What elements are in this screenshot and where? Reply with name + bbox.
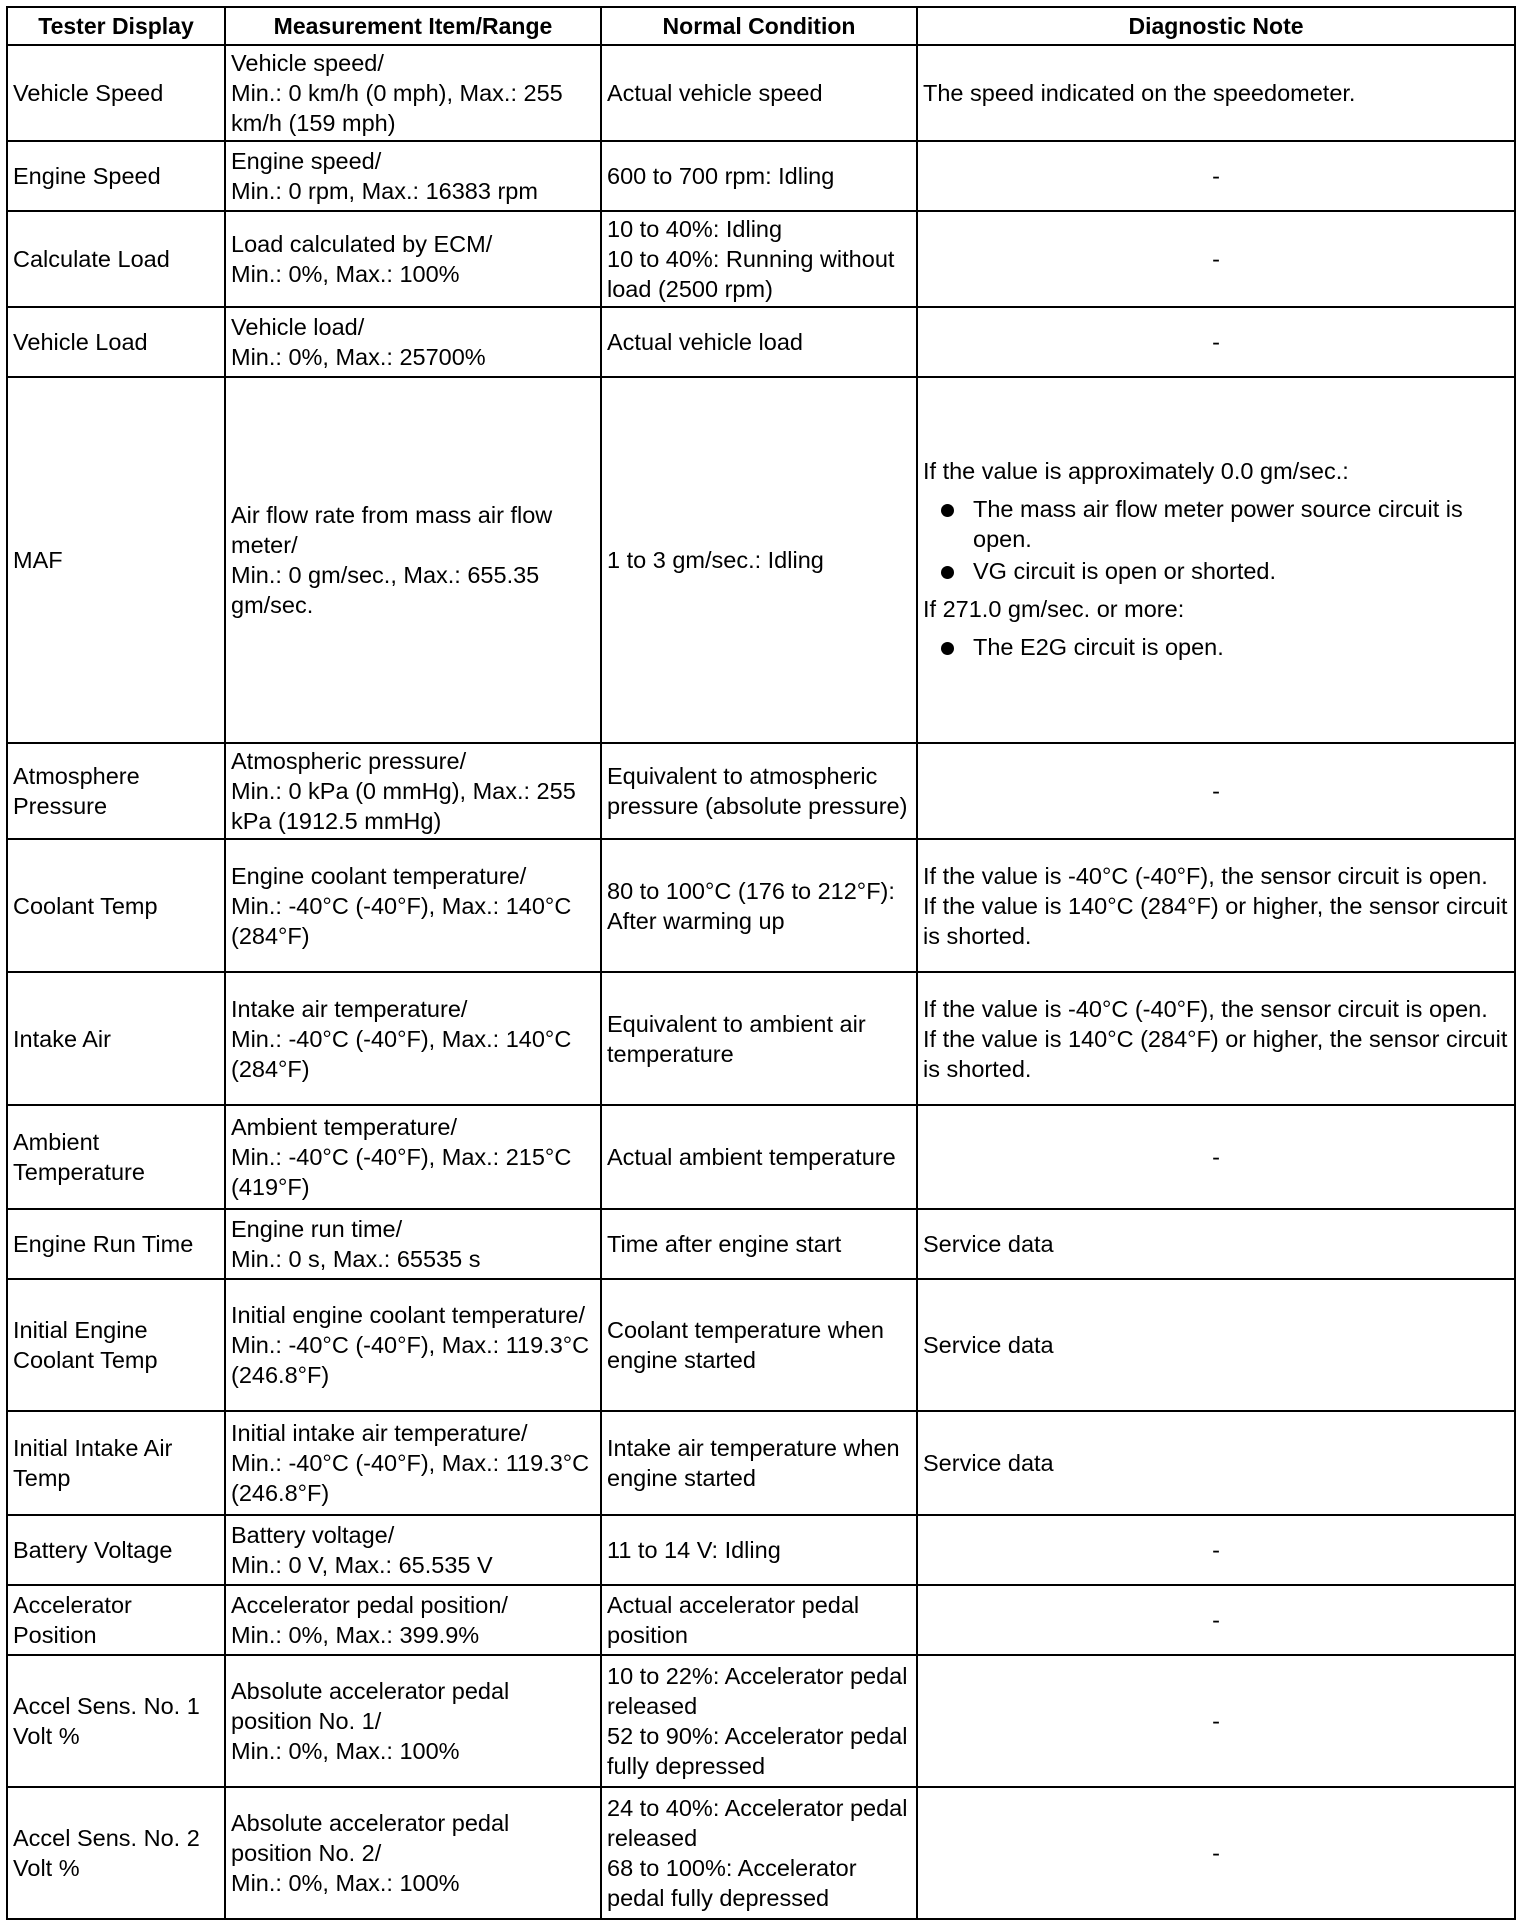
tester-display-cell: Vehicle Load bbox=[7, 307, 225, 377]
normal-condition-cell: Actual vehicle load bbox=[601, 307, 917, 377]
tester-display-cell: Vehicle Speed bbox=[7, 45, 225, 141]
measurement-cell: Initial engine coolant temperature/ Min.: -40°C (-40°F), Max.: 119.3°C (246.8°F) bbox=[225, 1279, 601, 1411]
measurement-cell: Engine coolant temperature/ Min.: -40°C (-40°F), Max.: 140°C (284°F) bbox=[225, 839, 601, 972]
normal-condition-cell: 10 to 40%: Idling 10 to 40%: Running without load (2500 rpm) bbox=[601, 211, 917, 307]
table-row bbox=[7, 141, 1515, 211]
normal-condition-cell: 80 to 100°C (176 to 212°F): After warming up bbox=[601, 839, 917, 972]
normal-condition-cell: 24 to 40%: Accelerator pedal released 68 to 100%: Accelerator pedal fully depressed bbox=[601, 1787, 917, 1919]
diagnostic-note-cell: - bbox=[917, 1655, 1515, 1787]
measurement-cell: Engine speed/ Min.: 0 rpm, Max.: 16383 rpm bbox=[225, 141, 601, 211]
measurement-cell: Vehicle load/ Min.: 0%, Max.: 25700% bbox=[225, 307, 601, 377]
tester-display-cell: Initial Intake Air Temp bbox=[7, 1411, 225, 1515]
normal-condition-cell: Actual ambient temperature bbox=[601, 1105, 917, 1209]
table-row bbox=[7, 743, 1515, 839]
document-page bbox=[6, 6, 1514, 1920]
note-bullet-list bbox=[923, 632, 1509, 662]
diagnostic-note-cell: If the value is -40°C (-40°F), the sensor circuit is open. If the value is 140°C (284°F) or higher, the sensor circuit is shorted. bbox=[917, 839, 1515, 972]
data-list-table bbox=[6, 6, 1516, 1920]
note-bullet: The mass air flow meter power source circuit is open. bbox=[923, 494, 1509, 554]
note-intro: If the value is approximately 0.0 gm/sec.: bbox=[923, 458, 1349, 484]
header-tester-display: Tester Display bbox=[7, 7, 225, 45]
tester-display-cell: Calculate Load bbox=[7, 211, 225, 307]
normal-condition-cell: 600 to 700 rpm: Idling bbox=[601, 141, 917, 211]
tester-display-cell: Engine Run Time bbox=[7, 1209, 225, 1279]
tester-display-cell: Engine Speed bbox=[7, 141, 225, 211]
measurement-cell: Absolute accelerator pedal position No. 1/ Min.: 0%, Max.: 100% bbox=[225, 1655, 601, 1787]
header-diagnostic-note: Diagnostic Note bbox=[917, 7, 1515, 45]
measurement-cell: Initial intake air temperature/ Min.: -40°C (-40°F), Max.: 119.3°C (246.8°F) bbox=[225, 1411, 601, 1515]
tester-display-cell: Accel Sens. No. 1 Volt % bbox=[7, 1655, 225, 1787]
normal-condition-cell: 10 to 22%: Accelerator pedal released 52 to 90%: Accelerator pedal fully depressed bbox=[601, 1655, 917, 1787]
table-row bbox=[7, 972, 1515, 1105]
tester-display-cell: Intake Air bbox=[7, 972, 225, 1105]
measurement-cell: Atmospheric pressure/ Min.: 0 kPa (0 mmHg), Max.: 255 kPa (1912.5 mmHg) bbox=[225, 743, 601, 839]
table-row bbox=[7, 1279, 1515, 1411]
diagnostic-note-cell: - bbox=[917, 141, 1515, 211]
diagnostic-note-cell: The speed indicated on the speedometer. bbox=[917, 45, 1515, 141]
table-row bbox=[7, 377, 1515, 743]
table-row bbox=[7, 211, 1515, 307]
tester-display-cell: Ambient Temperature bbox=[7, 1105, 225, 1209]
tester-display-cell: MAF bbox=[7, 377, 225, 743]
measurement-cell: Accelerator pedal position/ Min.: 0%, Max.: 399.9% bbox=[225, 1585, 601, 1655]
table-row bbox=[7, 1585, 1515, 1655]
normal-condition-cell: Actual vehicle speed bbox=[601, 45, 917, 141]
diagnostic-note-cell: If the value is -40°C (-40°F), the sensor circuit is open. If the value is 140°C (284°F) or higher, the sensor circuit is shorted. bbox=[917, 972, 1515, 1105]
diagnostic-note-cell: Service data bbox=[917, 1411, 1515, 1515]
diagnostic-note-cell: - bbox=[917, 1787, 1515, 1919]
table-row bbox=[7, 1787, 1515, 1919]
tester-display-cell: Battery Voltage bbox=[7, 1515, 225, 1585]
diagnostic-note-cell: Service data bbox=[917, 1209, 1515, 1279]
bullet-icon bbox=[941, 642, 954, 655]
table-row bbox=[7, 839, 1515, 972]
tester-display-cell: Accel Sens. No. 2 Volt % bbox=[7, 1787, 225, 1919]
note-bullet: The E2G circuit is open. bbox=[923, 632, 1509, 662]
header-measurement-item: Measurement Item/Range bbox=[225, 7, 601, 45]
normal-condition-cell: Equivalent to atmospheric pressure (absolute pressure) bbox=[601, 743, 917, 839]
diagnostic-note-cell: Service data bbox=[917, 1279, 1515, 1411]
table-header-row bbox=[7, 7, 1515, 45]
measurement-cell: Vehicle speed/ Min.: 0 km/h (0 mph), Max.: 255 km/h (159 mph) bbox=[225, 45, 601, 141]
normal-condition-cell: Intake air temperature when engine started bbox=[601, 1411, 917, 1515]
diagnostic-note-cell bbox=[917, 377, 1515, 743]
table-row bbox=[7, 1655, 1515, 1787]
note-bullet: VG circuit is open or shorted. bbox=[923, 556, 1509, 586]
normal-condition-cell: Time after engine start bbox=[601, 1209, 917, 1279]
measurement-cell: Ambient temperature/ Min.: -40°C (-40°F), Max.: 215°C (419°F) bbox=[225, 1105, 601, 1209]
table-row bbox=[7, 1209, 1515, 1279]
table-row bbox=[7, 45, 1515, 141]
measurement-cell: Engine run time/ Min.: 0 s, Max.: 65535 s bbox=[225, 1209, 601, 1279]
note-bullet-list bbox=[923, 494, 1509, 586]
diagnostic-note-cell: - bbox=[917, 1105, 1515, 1209]
diagnostic-note-cell: - bbox=[917, 307, 1515, 377]
normal-condition-cell: Equivalent to ambient air temperature bbox=[601, 972, 917, 1105]
tester-display-cell: Initial Engine Coolant Temp bbox=[7, 1279, 225, 1411]
normal-condition-cell: Actual accelerator pedal position bbox=[601, 1585, 917, 1655]
measurement-cell: Battery voltage/ Min.: 0 V, Max.: 65.535 V bbox=[225, 1515, 601, 1585]
measurement-cell: Load calculated by ECM/ Min.: 0%, Max.: 100% bbox=[225, 211, 601, 307]
table-row bbox=[7, 1515, 1515, 1585]
normal-condition-cell: 1 to 3 gm/sec.: Idling bbox=[601, 377, 917, 743]
tester-display-cell: Coolant Temp bbox=[7, 839, 225, 972]
diagnostic-note-cell: - bbox=[917, 1515, 1515, 1585]
diagnostic-note-cell: - bbox=[917, 211, 1515, 307]
bullet-icon bbox=[941, 566, 954, 579]
header-normal-condition: Normal Condition bbox=[601, 7, 917, 45]
diagnostic-note-cell: - bbox=[917, 743, 1515, 839]
normal-condition-cell: Coolant temperature when engine started bbox=[601, 1279, 917, 1411]
note-intro: If 271.0 gm/sec. or more: bbox=[923, 596, 1185, 622]
diagnostic-note-cell: - bbox=[917, 1585, 1515, 1655]
measurement-cell: Intake air temperature/ Min.: -40°C (-40°F), Max.: 140°C (284°F) bbox=[225, 972, 601, 1105]
tester-display-cell: Atmosphere Pressure bbox=[7, 743, 225, 839]
tester-display-cell: Accelerator Position bbox=[7, 1585, 225, 1655]
bullet-icon bbox=[941, 504, 954, 517]
normal-condition-cell: 11 to 14 V: Idling bbox=[601, 1515, 917, 1585]
measurement-cell: Absolute accelerator pedal position No. 2/ Min.: 0%, Max.: 100% bbox=[225, 1787, 601, 1919]
table-row bbox=[7, 1411, 1515, 1515]
measurement-cell: Air flow rate from mass air flow meter/ Min.: 0 gm/sec., Max.: 655.35 gm/sec. bbox=[225, 377, 601, 743]
table-row bbox=[7, 307, 1515, 377]
table-row bbox=[7, 1105, 1515, 1209]
